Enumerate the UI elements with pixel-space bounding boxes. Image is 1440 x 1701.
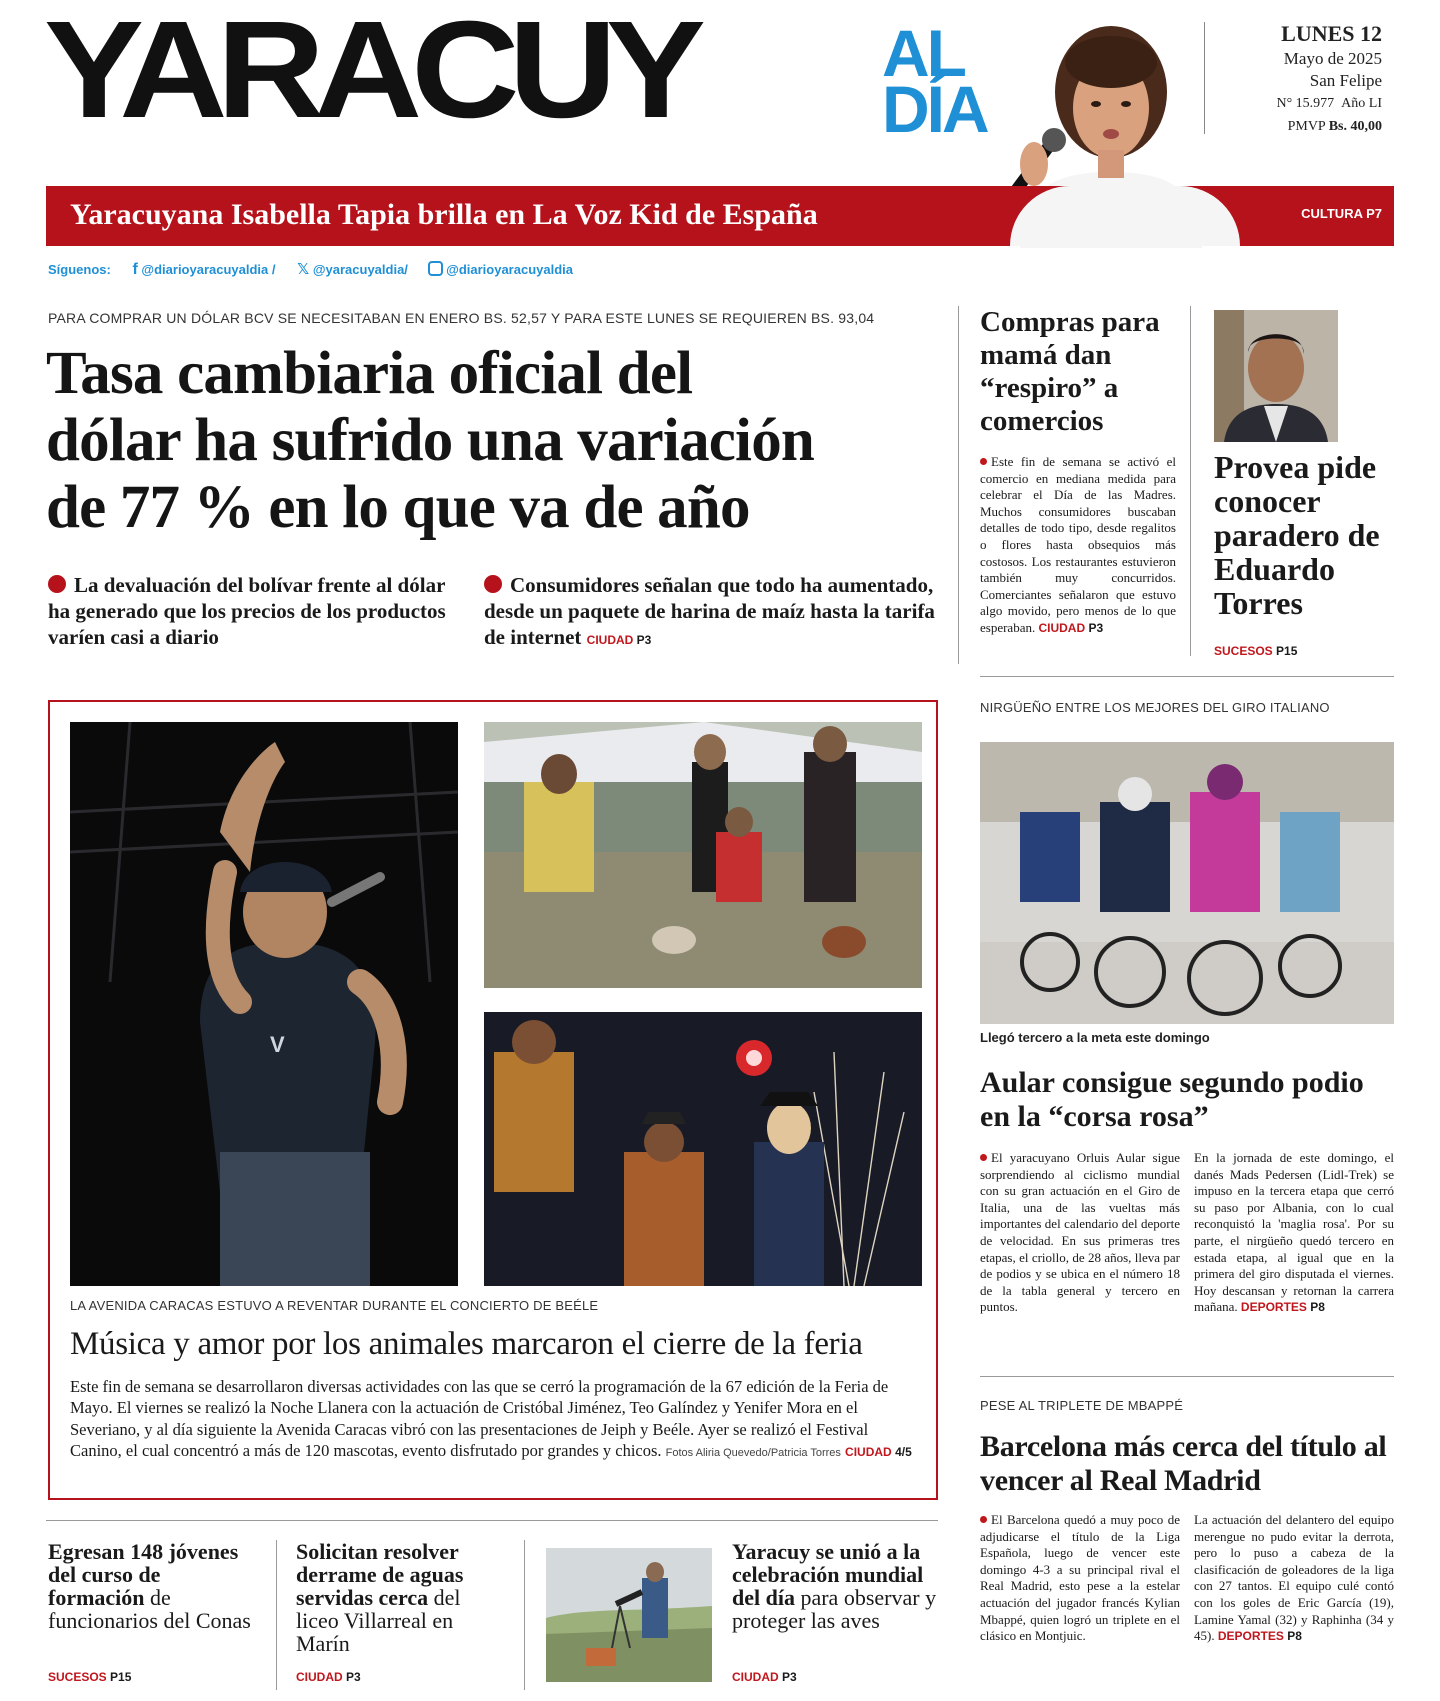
price-label: PMVP (1287, 119, 1326, 134)
date-city: San Felipe (1309, 71, 1382, 90)
bullet-dot (48, 575, 66, 593)
facebook-icon: f (132, 261, 138, 278)
bottom-story-1-light: de funcionarios del Conas (48, 1585, 251, 1633)
bottom-story-2[interactable] (296, 1540, 506, 1655)
bottom-story-3-bold: Yaracuy se unió a la celebración mundial del día (732, 1539, 924, 1610)
compras-headline[interactable]: Compras para mamá dan “respiro” a comercios (980, 306, 1160, 437)
svg-text:V: V (270, 1032, 285, 1057)
lead-section-ref[interactable]: CIUDAD P3 (586, 633, 652, 647)
feria-section-ref[interactable]: CIUDAD 4/5 (845, 1445, 912, 1460)
feria-photo-caption: LA AVENIDA CARACAS ESTUVO A REVENTAR DURANTE EL CONCIERTO DE BEÉLE (70, 1298, 599, 1313)
barca-section-ref[interactable]: DEPORTES P8 (1217, 1629, 1302, 1644)
date-day: LUNES 12 (1281, 21, 1382, 46)
provea-portrait (1214, 310, 1338, 442)
dateline-divider (1204, 22, 1205, 134)
bottom-divider (46, 1520, 938, 1521)
bottom-story-2-section-ref[interactable]: CIUDAD P3 (296, 1670, 361, 1684)
dateline (1206, 20, 1382, 138)
date-month: Mayo de 2025 (1283, 49, 1382, 68)
llanera-photo (484, 1012, 922, 1286)
facebook-link[interactable]: @diarioyaracuyaldia / (141, 262, 276, 277)
concert-photo (70, 722, 458, 1286)
compras-dot (980, 458, 987, 465)
bottom-story-3[interactable] (732, 1540, 938, 1632)
bottom-story-2-light: del liceo Villarreal en Marín (296, 1585, 461, 1656)
bottom-story-1[interactable] (48, 1540, 258, 1632)
giro-dot (980, 1154, 987, 1161)
feria-body-text: Este fin de semana se desarrollaron diversas actividades con las que se cerró la programación de la 67 edición de la Feria de Mayo. El viernes se realizó la Noche Llanera con la actuación de Cristóbal Jiménez, Teo Galíndez y Yenifer Mora en el Severiano, y al día siguiente la Avenida Caracas vibró con las presentaciones de Jeiph y Beéle. Ayer se realizó el Festival Canino, el cual concentró a más de 120 mascotas, evento disfrutado por grandes y chicos. (70, 1377, 889, 1461)
bottom-story-2-bold: Solicitan resolver derrame de aguas servidas cerca (296, 1539, 464, 1610)
price-line (1206, 116, 1382, 138)
lead-headline[interactable] (46, 340, 946, 541)
instagram-icon (428, 261, 443, 276)
giro-headline[interactable]: Aular consigue segundo podio en la “corsa rosa” (980, 1066, 1364, 1133)
social-label: Síguenos: (48, 262, 111, 277)
provea-headline[interactable]: Provea pide conocer paradero de Eduardo Torres (1214, 449, 1380, 621)
issue-number: N° 15.977 (1276, 96, 1335, 111)
bottom-story-3-section-ref[interactable]: CIUDAD P3 (732, 1670, 797, 1684)
cycling-caption: Llegó tercero a la meta este domingo (980, 1030, 1210, 1045)
barca-headline[interactable]: Barcelona más cerca del título al vencer al Real Madrid (980, 1430, 1387, 1497)
compras-body: Este fin de semana se activó el comercio en mediana medida para celebrar el Día de las Madres. Muchos consumidores buscaban detalles de todo tipo, desde regalitos o flores hasta obsequios más costosos. Los restaurantes estuvieron también muy concurridos. Comerciantes señalaron que estuvo algo movido, pero menos de lo que esperaban. CIUDAD P3 (980, 454, 1176, 635)
giro-body-col-1: El yaracuyano Orluis Aular sigue sorprendiendo al ciclismo mundial con su gran actuación en el Giro de Italia, una de las vueltas más importantes del calendario del deporte de velocidad. En sus primeras tres etapas, el criollo, de 28 años, lleva par de podios y se ubica en el número 18 de la tabla general y tercero en puntos. (980, 1150, 1180, 1315)
cycling-photo (980, 742, 1394, 1024)
bird-watcher-photo (546, 1548, 712, 1682)
lead-kicker: PARA COMPRAR UN DÓLAR BCV SE NECESITABAN EN ENERO BS. 52,57 Y PARA ESTE LUNES SE REQUIEREN BS. 93,04 (48, 310, 875, 326)
barca-body-col-2: La actuación del delantero del equipo merengue no pudo evitar la derrota, pero lo puso a cabeza de la clasificación de goleadores de la liga con 27 tantos. El equipo culé contó con los goles de Eric García (19), Lamine Yamal (32) y Raphinha (34 y 45). DEPORTES P8 (1194, 1512, 1394, 1644)
lead-headline-line-1: Tasa cambiaria oficial del (46, 340, 693, 407)
lead-bullet-1: La devaluación del bolívar frente al dólar ha generado que los precios de los productos varíen casi a diario (48, 573, 446, 649)
social-bar (48, 260, 573, 280)
giro-kicker: NIRGÜEÑO ENTRE LOS MEJORES DEL GIRO ITALIANO (980, 700, 1330, 715)
barca-dot (980, 1516, 987, 1523)
section-divider (980, 676, 1394, 677)
masthead-dia: DÍA (882, 72, 987, 146)
bottom-story-3-light: para observar y proteger las aves (732, 1585, 937, 1633)
provea-section-ref[interactable]: SUCESOS P15 (1214, 644, 1298, 658)
column-divider (958, 306, 959, 664)
instagram-link[interactable]: @diarioyaracuyaldia (446, 262, 574, 277)
lead-headline-line-2: dólar ha sufrido una variación (46, 407, 815, 474)
feria-body (70, 1376, 922, 1465)
banner-section: CULTURA P7 (1301, 206, 1382, 221)
bottom-col-divider (524, 1540, 525, 1690)
feria-photo-credit: Fotos Aliria Quevedo/Patricia Torres (665, 1447, 841, 1460)
issue-year: Año LI (1341, 96, 1382, 111)
banner-headline: Yaracuyana Isabella Tapia brilla en La Voz Kid de España (70, 198, 818, 231)
giro-section-ref[interactable]: DEPORTES P8 (1240, 1300, 1325, 1315)
compras-divider (1190, 306, 1191, 656)
lead-headline-line-3: de 77 % en lo que va de año (46, 474, 750, 541)
x-icon: 𝕏 (297, 261, 310, 278)
feria-headline[interactable]: Música y amor por los animales marcaron el cierre de la feria (70, 1326, 863, 1362)
masthead-name: YARACUY (44, 0, 695, 147)
barca-body-col-1: El Barcelona quedó a muy poco de adjudicarse el título de la Liga Española, luego de vencer este domingo 4-3 a su principal rival el Real Madrid, esto pese a la estelar actuación del jugador francés Kylian Mbappé, quien logró un triplete en el clásico en Montjuic. (980, 1512, 1180, 1644)
compras-section-ref[interactable]: CIUDAD P3 (1038, 620, 1104, 635)
x-link[interactable]: @yaracuyaldia/ (312, 262, 408, 277)
price-value: Bs. 40,00 (1328, 119, 1382, 134)
dog-show-photo (484, 722, 922, 988)
giro-body-col-2: En la jornada de este domingo, el danés Mads Pedersen (Lidl-Trek) se impuso en la tercera etapa que cerró su paso por Albania, con lo cual reconquistó la 'maglia rosa'. Por su parte, el nirgüeño quedó tercero en estada etapa, al igual que en la primera del giro disputada el viernes. Hoy descansan y retornan la carrera mañana. DEPORTES P8 (1194, 1150, 1394, 1315)
lead-bullet-2: Consumidores señalan que todo ha aumentado, desde un paquete de harina de maíz hasta la tarifa de internet CIUDAD P3 (484, 573, 935, 649)
bottom-story-1-section-ref[interactable]: SUCESOS P15 (48, 1670, 132, 1684)
barca-kicker: PESE AL TRIPLETE DE MBAPPÉ (980, 1398, 1184, 1413)
bullet-dot (484, 575, 502, 593)
bottom-col-divider (276, 1540, 277, 1690)
masthead-al: AL (882, 16, 964, 90)
issue-line (1206, 92, 1382, 116)
singer-shoulder (1010, 186, 1240, 246)
section-divider (980, 1376, 1394, 1377)
masthead-logo (44, 0, 987, 154)
bottom-story-1-bold: Egresan 148 jóvenes del curso de formación (48, 1539, 239, 1610)
